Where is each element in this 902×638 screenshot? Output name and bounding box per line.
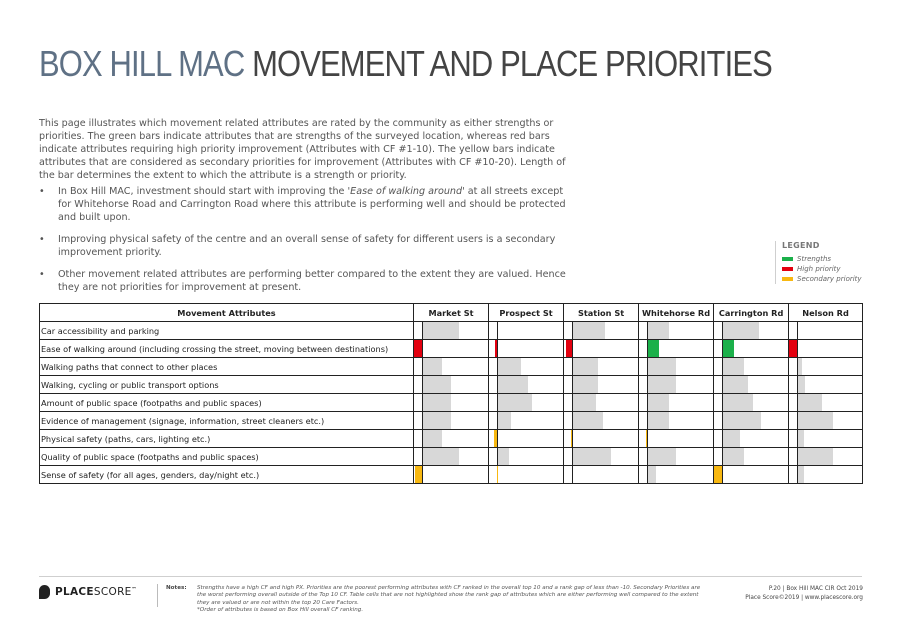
page-number-line: P.20 | Box Hill MAC CIR Oct 2019: [768, 586, 863, 592]
attribute-label: Quality of public space (footpaths and public spaces): [40, 448, 414, 466]
rank-gap-positive-cell: [798, 448, 863, 466]
bullet-item: [39, 233, 574, 259]
rank-gap-negative-cell: [489, 394, 498, 412]
rank-gap-bar: [423, 448, 459, 465]
rank-gap-negative-cell: [789, 448, 798, 466]
rank-gap-positive-cell: [723, 340, 789, 358]
rank-gap-positive-cell: [648, 466, 714, 484]
rank-gap-negative-cell: [714, 340, 723, 358]
rank-gap-bar: [798, 412, 833, 429]
placescore-pin-icon: [39, 585, 50, 599]
legend-swatch-high-priority: [782, 267, 793, 271]
rank-gap-negative-cell: [489, 430, 498, 448]
bullet-dot: •: [39, 269, 45, 280]
rank-gap-positive-cell: [498, 376, 564, 394]
table-row: [40, 412, 863, 430]
table-body: [40, 322, 863, 484]
rank-gap-positive-cell: [798, 466, 863, 484]
attribute-label: Walking, cycling or public transport options: [40, 376, 414, 394]
rank-gap-positive-cell: [648, 412, 714, 430]
table-row: [40, 322, 863, 340]
rank-gap-negative-cell: [714, 322, 723, 340]
rank-gap-positive-cell: [573, 466, 639, 484]
rank-gap-bar: [723, 394, 753, 411]
bullet-emphasis: 'Ease of walking around': [347, 186, 465, 197]
bullet-text-tail: at all streets except for Whitehorse Road and Carrington Road where this attribute is performing well and should be protected and built upon.: [58, 186, 566, 223]
logo-trademark: ™: [131, 586, 137, 593]
attribute-label: Walking paths that connect to other places: [40, 358, 414, 376]
rank-gap-positive-cell: [498, 448, 564, 466]
table-header-street: Nelson Rd: [789, 304, 863, 322]
table-header-street: Whitehorse Rd: [639, 304, 714, 322]
rank-gap-bar: [414, 340, 422, 357]
rank-gap-bar: [723, 358, 744, 375]
table-row: [40, 376, 863, 394]
rank-gap-negative-cell: [489, 340, 498, 358]
rank-gap-negative-cell: [639, 448, 648, 466]
rank-gap-bar: [723, 430, 740, 447]
rank-gap-bar: [423, 394, 451, 411]
rank-gap-bar: [648, 322, 669, 339]
rank-gap-positive-cell: [423, 358, 489, 376]
rank-gap-negative-cell: [414, 466, 423, 484]
rank-gap-positive-cell: [723, 322, 789, 340]
rank-gap-bar: [648, 448, 676, 465]
rank-gap-bar: [573, 394, 596, 411]
table-row: [40, 394, 863, 412]
page-title-location: BOX HILL MAC: [39, 43, 245, 84]
rank-gap-negative-cell: [714, 466, 723, 484]
rank-gap-positive-cell: [573, 412, 639, 430]
rank-gap-positive-cell: [498, 340, 564, 358]
rank-gap-negative-cell: [714, 448, 723, 466]
rank-gap-negative-cell: [639, 412, 648, 430]
rank-gap-negative-cell: [564, 448, 573, 466]
bullet-text: Improving physical safety of the centre and an overall sense of safety for different users is a secondary improvement priority.: [58, 234, 556, 258]
rank-gap-positive-cell: [498, 412, 564, 430]
rank-gap-negative-cell: [639, 358, 648, 376]
rank-gap-positive-cell: [573, 340, 639, 358]
table-header-attributes: Movement Attributes: [40, 304, 414, 322]
rank-gap-bar: [423, 412, 451, 429]
legend-item-strengths: [782, 254, 885, 264]
rank-gap-bar: [573, 412, 603, 429]
rank-gap-negative-cell: [564, 376, 573, 394]
logo-text-thin: SCORE: [93, 586, 132, 598]
rank-gap-bar: [498, 412, 511, 429]
rank-gap-negative-cell: [564, 412, 573, 430]
bullet-text: In Box Hill MAC, investment should start with improving the: [58, 186, 348, 197]
legend-swatch-strengths: [782, 257, 793, 261]
rank-gap-positive-cell: [498, 430, 564, 448]
rank-gap-positive-cell: [648, 358, 714, 376]
attribute-label: Evidence of management (signage, information, street cleaners etc.): [40, 412, 414, 430]
rank-gap-positive-cell: [648, 430, 714, 448]
page-title: [39, 42, 772, 86]
rank-gap-bar: [423, 358, 442, 375]
rank-gap-positive-cell: [798, 430, 863, 448]
rank-gap-bar: [714, 466, 722, 483]
table-row: [40, 466, 863, 484]
rank-gap-positive-cell: [423, 322, 489, 340]
legend-label: Secondary priority: [797, 275, 862, 283]
rank-gap-bar: [648, 394, 669, 411]
attribute-label: Amount of public space (footpaths and public spaces): [40, 394, 414, 412]
rank-gap-negative-cell: [489, 322, 498, 340]
rank-gap-negative-cell: [414, 412, 423, 430]
legend-label: High priority: [797, 265, 841, 273]
rank-gap-negative-cell: [489, 358, 498, 376]
rank-gap-positive-cell: [423, 340, 489, 358]
rank-gap-negative-cell: [639, 430, 648, 448]
rank-gap-bar: [498, 394, 532, 411]
rank-gap-negative-cell: [489, 466, 498, 484]
notes-order: *Order of attributes is based on Box Hill overall CF ranking.: [197, 607, 364, 614]
rank-gap-positive-cell: [798, 376, 863, 394]
rank-gap-bar: [648, 358, 676, 375]
attribute-label: Ease of walking around (including crossing the street, moving between destinations): [40, 340, 414, 358]
intro-paragraph: This page illustrates which movement related attributes are rated by the community as either strengths or priorities. The green bars indicate attributes that are strengths of the surveyed location, whereas red bars indicate attributes requiring high priority improvement (Attributes with CF #1-10). The yellow bars indicate attributes that are considered as secondary priorities for improvement (Attributes with CF #10-20). Length of the bar determines the extent to which the attribute is a strength or priority.: [39, 118, 566, 181]
bullet-item: [39, 268, 574, 294]
rank-gap-negative-cell: [564, 394, 573, 412]
rank-gap-negative-cell: [714, 394, 723, 412]
rank-gap-bar: [798, 466, 804, 483]
rank-gap-positive-cell: [723, 358, 789, 376]
rank-gap-positive-cell: [423, 376, 489, 394]
rank-gap-positive-cell: [423, 448, 489, 466]
rank-gap-bar: [648, 376, 676, 393]
rank-gap-positive-cell: [648, 340, 714, 358]
page-title-subject: MOVEMENT AND PLACE PRIORITIES: [252, 43, 772, 84]
rank-gap-positive-cell: [798, 322, 863, 340]
rank-gap-negative-cell: [564, 430, 573, 448]
rank-gap-negative-cell: [789, 358, 798, 376]
table-row: [40, 430, 863, 448]
rank-gap-positive-cell: [798, 412, 863, 430]
rank-gap-negative-cell: [414, 358, 423, 376]
bullet-item: [39, 185, 574, 224]
rank-gap-positive-cell: [723, 430, 789, 448]
bullet-dot: •: [39, 234, 45, 245]
legend-label: Strengths: [797, 255, 832, 263]
rank-gap-bar: [648, 412, 669, 429]
rank-gap-bar: [798, 376, 805, 393]
rank-gap-negative-cell: [564, 358, 573, 376]
rank-gap-positive-cell: [648, 394, 714, 412]
rank-gap-bar: [723, 448, 744, 465]
rank-gap-positive-cell: [723, 448, 789, 466]
rank-gap-bar: [789, 340, 797, 357]
rank-gap-positive-cell: [498, 394, 564, 412]
rank-gap-bar: [566, 340, 572, 357]
rank-gap-negative-cell: [639, 322, 648, 340]
table-row: [40, 340, 863, 358]
placescore-logo: [39, 585, 137, 599]
rank-gap-positive-cell: [648, 448, 714, 466]
table-header-street: Prospect St: [489, 304, 564, 322]
bullet-dot: •: [39, 186, 45, 197]
attribute-label: Car accessibility and parking: [40, 322, 414, 340]
rank-gap-negative-cell: [639, 394, 648, 412]
rank-gap-positive-cell: [573, 430, 639, 448]
rank-gap-positive-cell: [573, 358, 639, 376]
rank-gap-positive-cell: [723, 412, 789, 430]
rank-gap-positive-cell: [498, 466, 564, 484]
rank-gap-negative-cell: [414, 322, 423, 340]
rank-gap-bar: [573, 358, 598, 375]
rank-gap-negative-cell: [789, 322, 798, 340]
rank-gap-negative-cell: [489, 448, 498, 466]
rank-gap-negative-cell: [564, 340, 573, 358]
legend-title: LEGEND: [782, 241, 820, 250]
rank-gap-positive-cell: [573, 394, 639, 412]
table-header-row: [40, 304, 863, 322]
legend-swatch-secondary-priority: [782, 277, 793, 281]
rank-gap-negative-cell: [414, 430, 423, 448]
rank-gap-negative-cell: [414, 448, 423, 466]
rank-gap-bar: [798, 394, 822, 411]
rank-gap-negative-cell: [714, 412, 723, 430]
copyright-line: Place Score©2019 | www.placescore.org: [745, 594, 863, 601]
rank-gap-bar: [573, 322, 605, 339]
rank-gap-bar: [798, 358, 802, 375]
rank-gap-negative-cell: [564, 322, 573, 340]
rank-gap-positive-cell: [648, 322, 714, 340]
rank-gap-bar: [798, 430, 804, 447]
rank-gap-bar: [798, 448, 833, 465]
notes-label: Notes:: [166, 585, 187, 591]
rank-gap-negative-cell: [489, 376, 498, 394]
notes-body: Strengths have a high CF and high PX. Priorities are the poorest performing attributes with CF ranked in the overall top 10 and a rank gap of less than -10. Secondary Priorities are the worst performing overall outside of the Top 10 CF. Table cells that are not highlighted show the rank gap of attributes which are either performing well compared to the extent they are valued or are not within the top 20 Care Factors.: [197, 585, 701, 606]
rank-gap-positive-cell: [423, 430, 489, 448]
rank-gap-bar: [423, 376, 451, 393]
legend-item-secondary-priority: [782, 274, 885, 284]
rank-gap-positive-cell: [798, 358, 863, 376]
rank-gap-positive-cell: [798, 340, 863, 358]
rank-gap-bar: [723, 376, 748, 393]
rank-gap-bar: [498, 376, 528, 393]
rank-gap-negative-cell: [639, 340, 648, 358]
rank-gap-negative-cell: [564, 466, 573, 484]
rank-gap-negative-cell: [789, 466, 798, 484]
table-row: [40, 448, 863, 466]
rank-gap-positive-cell: [423, 394, 489, 412]
rank-gap-bar: [573, 448, 611, 465]
rank-gap-bar: [498, 358, 521, 375]
rank-gap-negative-cell: [789, 340, 798, 358]
page-info: [745, 585, 863, 602]
rank-gap-negative-cell: [714, 430, 723, 448]
rank-gap-positive-cell: [573, 376, 639, 394]
rank-gap-positive-cell: [498, 358, 564, 376]
rank-gap-bar: [423, 322, 459, 339]
table-row: [40, 358, 863, 376]
rank-gap-bar: [498, 448, 509, 465]
rank-gap-bar: [573, 376, 598, 393]
bullet-list: [39, 185, 574, 303]
rank-gap-bar: [723, 322, 759, 339]
rank-gap-negative-cell: [639, 466, 648, 484]
attribute-label: Sense of safety (for all ages, genders, day/night etc.): [40, 466, 414, 484]
table-header-street: Carrington Rd: [714, 304, 789, 322]
rank-gap-positive-cell: [798, 394, 863, 412]
rank-gap-positive-cell: [573, 322, 639, 340]
rank-gap-positive-cell: [723, 376, 789, 394]
attribute-label: Physical safety (paths, cars, lighting etc.): [40, 430, 414, 448]
bullet-text: Other movement related attributes are performing better compared to the extent they are valued. Hence they are not priorities for improvement at present.: [58, 269, 566, 293]
notes-text: [197, 585, 707, 615]
rank-gap-positive-cell: [723, 466, 789, 484]
rank-gap-bar: [423, 430, 442, 447]
rank-gap-negative-cell: [414, 340, 423, 358]
rank-gap-negative-cell: [714, 358, 723, 376]
rank-gap-negative-cell: [489, 412, 498, 430]
table-header-street: Station St: [564, 304, 639, 322]
rank-gap-positive-cell: [498, 322, 564, 340]
rank-gap-negative-cell: [639, 376, 648, 394]
rank-gap-positive-cell: [423, 466, 489, 484]
rank-gap-negative-cell: [714, 376, 723, 394]
footer-divider: [39, 576, 862, 577]
rank-gap-bar: [723, 412, 761, 429]
table-header-street: Market St: [414, 304, 489, 322]
rank-gap-positive-cell: [723, 394, 789, 412]
rank-gap-negative-cell: [414, 376, 423, 394]
priorities-table: [39, 303, 863, 484]
footer-separator: [157, 584, 158, 607]
rank-gap-positive-cell: [573, 448, 639, 466]
rank-gap-bar: [648, 466, 656, 483]
rank-gap-bar: [415, 466, 422, 483]
rank-gap-negative-cell: [414, 394, 423, 412]
rank-gap-negative-cell: [789, 394, 798, 412]
rank-gap-bar: [723, 340, 734, 357]
logo-text: [55, 586, 137, 598]
rank-gap-bar: [648, 340, 659, 357]
rank-gap-negative-cell: [789, 430, 798, 448]
legend: [775, 241, 885, 284]
logo-text-bold: PLACE: [55, 586, 94, 598]
rank-gap-negative-cell: [789, 412, 798, 430]
rank-gap-positive-cell: [423, 412, 489, 430]
rank-gap-positive-cell: [648, 376, 714, 394]
rank-gap-negative-cell: [789, 376, 798, 394]
legend-item-high-priority: [782, 264, 885, 274]
